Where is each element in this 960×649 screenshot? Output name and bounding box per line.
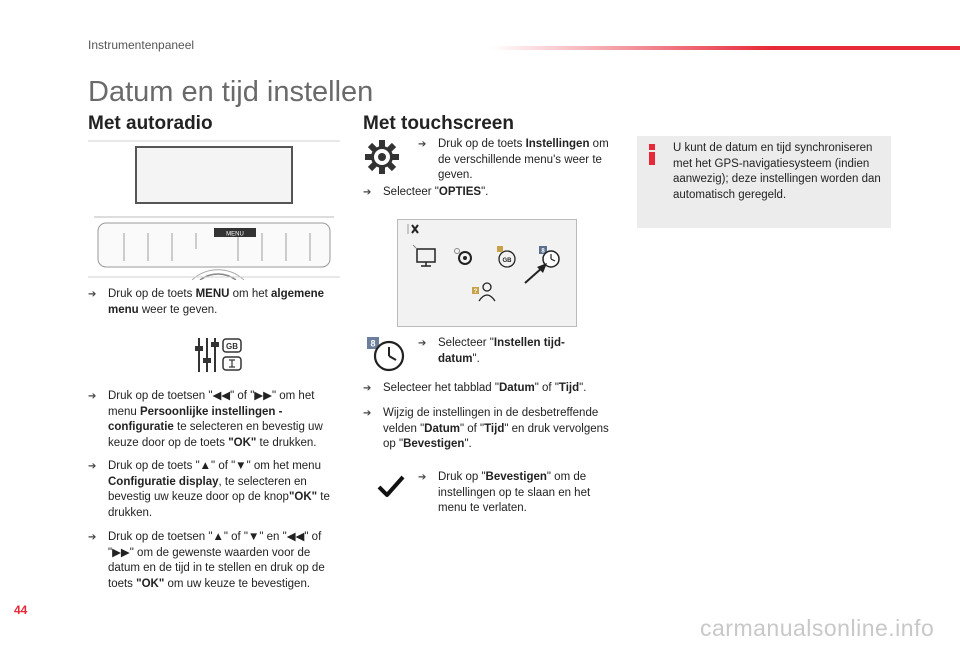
info-box	[637, 136, 891, 228]
language-badge: GB	[226, 342, 238, 351]
radio-menu-button: MENU	[226, 231, 244, 238]
watermark: carmanualsonline.info	[700, 615, 935, 641]
instruction-step: ➔ Wijzig de instellingen in de desbetreffende velden "Datum" of "Tijd" en druk vervolgens op "Bevestigen".	[363, 407, 609, 450]
clock-number-badge: 8	[370, 338, 376, 349]
touchscreen-heading: Met touchscreen	[363, 113, 514, 134]
instruction-step: ➔ Druk op de toetsen "▲" of "▼" en "◀◀" of "▶▶" om de gewenste waarden voor de datum en de tijd in te stellen en druk op de toets "OK" om uw keuze te bevestigen.	[88, 531, 325, 590]
screen-language-badge: GB	[502, 258, 512, 264]
info-text: U kunt de datum en tijd synchroniseren met het GPS-navigatiesysteem (indien aanwezig); deze instellingen worden dan automatisch geregeld.	[673, 142, 881, 201]
arrow-bullet-icon: ➔	[88, 461, 97, 472]
arrow-bullet-icon: ➔	[418, 338, 427, 349]
header-rule	[490, 46, 960, 50]
instruction-step: ➔ Selecteer "OPTIES".	[363, 185, 613, 201]
page-number: 44	[14, 603, 28, 617]
touchscreen-menu-illustration	[397, 219, 577, 327]
arrow-bullet-icon: ➔	[88, 532, 97, 543]
info-icon	[647, 144, 657, 165]
settings-sliders-icon	[194, 336, 248, 374]
arrow-bullet-icon: ➔	[363, 408, 372, 419]
page-title: Datum en tijd instellen	[88, 76, 374, 108]
instruction-step: ➔ Druk op de toetsen "◀◀" of "▶▶" om het menu Persoonlijke instellingen - configuratie te selecteren en bevestig uw keuze door op de toets "OK" te drukken.	[88, 390, 323, 449]
instruction-step: ➔ Druk op de toets Instellingen om de verschillende menu's weer te geven.	[418, 138, 609, 181]
arrow-bullet-icon: ➔	[418, 139, 427, 150]
clock-icon	[366, 336, 406, 374]
instruction-step: ➔ Selecteer "Instellen tijd-datum".	[418, 337, 565, 365]
arrow-bullet-icon: ➔	[363, 383, 372, 394]
autoradio-illustration	[88, 137, 340, 280]
autoradio-heading: Met autoradio	[88, 113, 213, 134]
checkmark-icon	[377, 474, 405, 498]
arrow-bullet-icon: ➔	[418, 472, 427, 483]
instruction-step: ➔ Druk op "Bevestigen" om de instellingen op te slaan en het menu te verlaten.	[418, 471, 591, 514]
instruction-step: ➔ Druk op de toets "▲" of "▼" om het menu Configuratie display, te selecteren en bevestig uw keuze door op de knop"OK" te drukken.	[88, 460, 330, 519]
arrow-bullet-icon: ➔	[88, 289, 97, 300]
instruction-step: ➔ Druk op de toets MENU om het algemene menu weer te geven.	[88, 288, 325, 316]
screen-help-badge: ?	[473, 289, 478, 295]
section-label: Instrumentenpaneel	[88, 38, 195, 52]
arrow-bullet-icon: ➔	[88, 391, 97, 402]
arrow-bullet-icon: ➔	[363, 187, 372, 198]
gear-icon	[364, 139, 400, 175]
screen-clock-number: 8	[541, 248, 545, 255]
instruction-step: ➔ Selecteer het tabblad "Datum" of "Tijd".	[363, 381, 623, 397]
